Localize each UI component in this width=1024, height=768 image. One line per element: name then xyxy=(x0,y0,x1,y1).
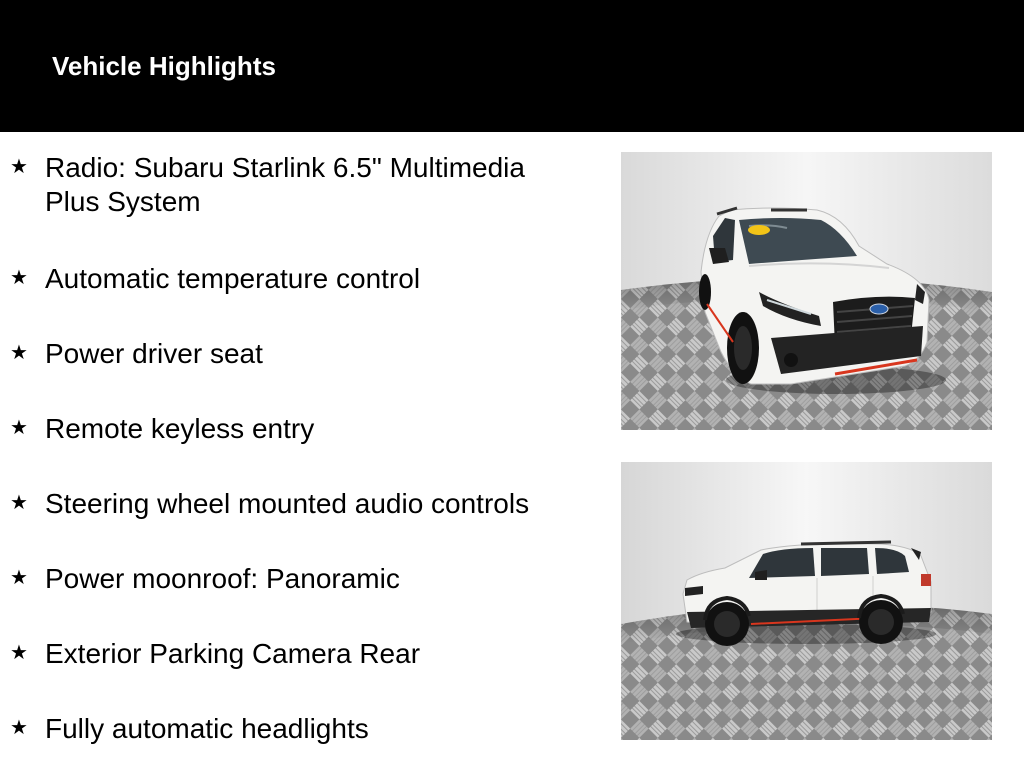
vehicle-photo-side[interactable] xyxy=(621,462,992,740)
vehicle-photo-front[interactable] xyxy=(621,152,992,430)
highlight-text: Automatic temperature control xyxy=(45,263,421,294)
highlight-text: Power driver seat xyxy=(45,338,263,369)
star-icon: ★ xyxy=(10,415,28,439)
highlight-text: Exterior Parking Camera Rear xyxy=(45,638,421,669)
star-icon: ★ xyxy=(10,565,28,589)
highlight-text: Radio: Subaru Starlink 6.5" Multimedia Plus System xyxy=(45,152,525,217)
page-title: Vehicle Highlights xyxy=(52,51,276,81)
highlight-text: Fully automatic headlights xyxy=(45,713,369,744)
star-icon: ★ xyxy=(10,640,28,664)
star-icon: ★ xyxy=(10,154,28,178)
highlight-text: Power moonroof: Panoramic xyxy=(45,563,400,594)
star-icon: ★ xyxy=(10,340,28,364)
star-icon: ★ xyxy=(10,265,28,289)
highlight-text: Remote keyless entry xyxy=(45,413,315,444)
star-icon: ★ xyxy=(10,715,28,739)
highlight-text: Steering wheel mounted audio controls xyxy=(45,488,530,519)
star-icon: ★ xyxy=(10,490,28,514)
